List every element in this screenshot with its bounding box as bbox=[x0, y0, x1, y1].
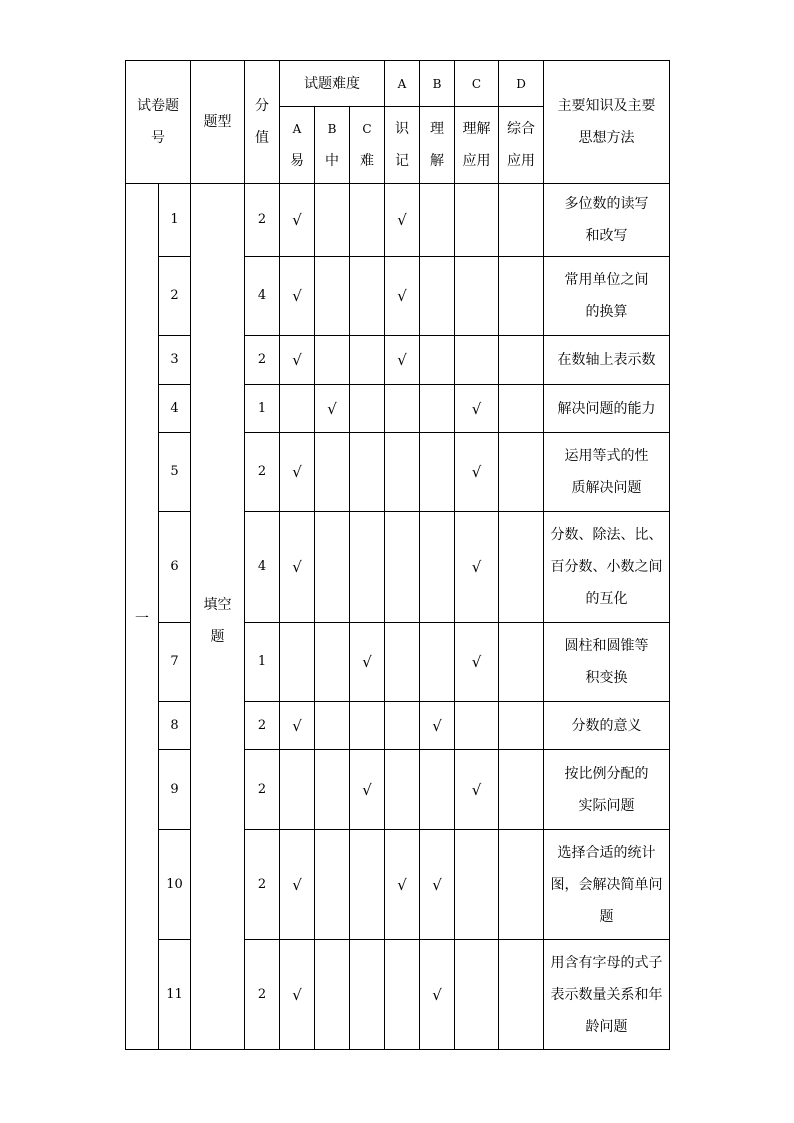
understand-check: √ bbox=[420, 830, 455, 940]
easy-check: √ bbox=[280, 433, 315, 512]
easy-check: √ bbox=[280, 184, 315, 257]
comprehensive-check bbox=[499, 940, 544, 1050]
understand-check bbox=[420, 512, 455, 623]
recall-check bbox=[385, 940, 420, 1050]
knowledge-cell bbox=[544, 623, 670, 702]
hard-check bbox=[350, 433, 385, 512]
comprehensive-check bbox=[499, 830, 544, 940]
header-ability-d: D bbox=[499, 61, 544, 107]
knowledge-cell bbox=[544, 750, 670, 830]
question-type-cell bbox=[191, 184, 245, 1050]
knowledge-text: 分数、除法、比、百分数、小数之间的互化 bbox=[550, 527, 663, 607]
comprehensive-check bbox=[499, 184, 544, 257]
knowledge-cell bbox=[544, 702, 670, 750]
understand-check bbox=[420, 623, 455, 702]
easy-check: √ bbox=[280, 940, 315, 1050]
header-recall: 识记 bbox=[385, 107, 420, 184]
apply-check bbox=[455, 336, 499, 385]
header-apply: 理解应用 bbox=[455, 107, 499, 184]
question-number-cell: 6 bbox=[159, 512, 191, 623]
knowledge-text: 多位数的读写和改写 bbox=[564, 196, 649, 244]
question-rows bbox=[126, 184, 670, 1050]
header-hard: C 难 bbox=[350, 107, 385, 184]
header-paper-no: 试卷题号 bbox=[126, 61, 191, 184]
mid-check bbox=[315, 623, 350, 702]
apply-check: √ bbox=[455, 623, 499, 702]
score-cell: 1 bbox=[245, 385, 280, 433]
recall-check: √ bbox=[385, 830, 420, 940]
knowledge-cell bbox=[544, 830, 670, 940]
score-cell: 4 bbox=[245, 257, 280, 336]
score-cell: 2 bbox=[245, 940, 280, 1050]
mid-check bbox=[315, 702, 350, 750]
understand-check bbox=[420, 750, 455, 830]
mid-check bbox=[315, 512, 350, 623]
knowledge-text: 解决问题的能力 bbox=[557, 400, 656, 417]
hard-check bbox=[350, 385, 385, 433]
easy-check bbox=[280, 623, 315, 702]
recall-check: √ bbox=[385, 336, 420, 385]
easy-check bbox=[280, 385, 315, 433]
comprehensive-check bbox=[499, 623, 544, 702]
comprehensive-check bbox=[499, 750, 544, 830]
hard-check bbox=[350, 257, 385, 336]
recall-check bbox=[385, 385, 420, 433]
apply-check: √ bbox=[455, 433, 499, 512]
header-understand: 理解 bbox=[420, 107, 455, 184]
question-number-cell: 5 bbox=[159, 433, 191, 512]
apply-check bbox=[455, 830, 499, 940]
understand-check bbox=[420, 184, 455, 257]
question-number-cell: 10 bbox=[159, 830, 191, 940]
knowledge-text: 用含有字母的式子表示数量关系和年龄问题 bbox=[550, 954, 663, 1035]
comprehensive-check bbox=[499, 385, 544, 433]
header-ability-b: B bbox=[420, 61, 455, 107]
easy-check: √ bbox=[280, 336, 315, 385]
easy-check: √ bbox=[280, 512, 315, 623]
question-analysis-table bbox=[125, 60, 670, 1050]
recall-check bbox=[385, 433, 420, 512]
header-comprehensive: 综合应用 bbox=[499, 107, 544, 184]
header-type: 题型 bbox=[191, 61, 245, 184]
header-difficulty: 试题难度 bbox=[280, 61, 385, 107]
mid-check bbox=[315, 257, 350, 336]
question-number-cell: 3 bbox=[159, 336, 191, 385]
hard-check bbox=[350, 702, 385, 750]
understand-check: √ bbox=[420, 940, 455, 1050]
recall-check bbox=[385, 702, 420, 750]
question-number-cell: 4 bbox=[159, 385, 191, 433]
question-number-cell: 11 bbox=[159, 940, 191, 1050]
score-cell: 1 bbox=[245, 623, 280, 702]
apply-check: √ bbox=[455, 750, 499, 830]
knowledge-text: 选择合适的统计图，会解决简单问题 bbox=[550, 844, 663, 925]
understand-check: √ bbox=[420, 702, 455, 750]
hard-check: √ bbox=[350, 623, 385, 702]
knowledge-cell bbox=[544, 184, 670, 257]
question-number-cell: 8 bbox=[159, 702, 191, 750]
header-ability-c: C bbox=[455, 61, 499, 107]
easy-check: √ bbox=[280, 257, 315, 336]
hard-check bbox=[350, 512, 385, 623]
hard-check bbox=[350, 184, 385, 257]
mid-check bbox=[315, 433, 350, 512]
apply-check bbox=[455, 184, 499, 257]
recall-check bbox=[385, 750, 420, 830]
question-type-text: 填空题 bbox=[203, 596, 232, 645]
table-row bbox=[126, 184, 670, 257]
knowledge-cell bbox=[544, 940, 670, 1050]
score-cell: 2 bbox=[245, 702, 280, 750]
comprehensive-check bbox=[499, 702, 544, 750]
score-cell: 4 bbox=[245, 512, 280, 623]
knowledge-cell bbox=[544, 433, 670, 512]
understand-check bbox=[420, 257, 455, 336]
question-number-cell: 7 bbox=[159, 623, 191, 702]
easy-check: √ bbox=[280, 830, 315, 940]
comprehensive-check bbox=[499, 512, 544, 623]
understand-check bbox=[420, 336, 455, 385]
question-number-cell: 1 bbox=[159, 184, 191, 257]
knowledge-cell bbox=[544, 257, 670, 336]
knowledge-text: 常用单位之间的换算 bbox=[564, 272, 649, 320]
hard-check: √ bbox=[350, 750, 385, 830]
knowledge-text: 分数的意义 bbox=[571, 717, 642, 734]
apply-check: √ bbox=[455, 512, 499, 623]
header-knowledge: 主要知识及主要思想方法 bbox=[544, 61, 670, 184]
score-cell: 2 bbox=[245, 184, 280, 257]
comprehensive-check bbox=[499, 336, 544, 385]
section-number-cell: 一 bbox=[126, 184, 159, 1050]
question-number-cell: 2 bbox=[159, 257, 191, 336]
mid-check bbox=[315, 940, 350, 1050]
mid-check bbox=[315, 830, 350, 940]
easy-check: √ bbox=[280, 702, 315, 750]
understand-check bbox=[420, 385, 455, 433]
recall-check: √ bbox=[385, 257, 420, 336]
mid-check: √ bbox=[315, 385, 350, 433]
knowledge-text: 在数轴上表示数 bbox=[557, 352, 656, 368]
score-cell: 2 bbox=[245, 433, 280, 512]
easy-check bbox=[280, 750, 315, 830]
understand-check bbox=[420, 433, 455, 512]
header-mid: B 中 bbox=[315, 107, 350, 184]
score-cell: 2 bbox=[245, 750, 280, 830]
hard-check bbox=[350, 830, 385, 940]
hard-check bbox=[350, 940, 385, 1050]
header-easy: A 易 bbox=[280, 107, 315, 184]
comprehensive-check bbox=[499, 257, 544, 336]
knowledge-cell bbox=[544, 512, 670, 623]
knowledge-text: 圆柱和圆锥等积变换 bbox=[564, 638, 649, 686]
knowledge-cell bbox=[544, 385, 670, 433]
question-number-cell: 9 bbox=[159, 750, 191, 830]
recall-check: √ bbox=[385, 184, 420, 257]
knowledge-text: 按比例分配的实际问题 bbox=[564, 765, 649, 814]
score-cell: 2 bbox=[245, 336, 280, 385]
mid-check bbox=[315, 184, 350, 257]
comprehensive-check bbox=[499, 433, 544, 512]
mid-check bbox=[315, 750, 350, 830]
apply-check bbox=[455, 940, 499, 1050]
apply-check bbox=[455, 702, 499, 750]
recall-check bbox=[385, 623, 420, 702]
apply-check bbox=[455, 257, 499, 336]
recall-check bbox=[385, 512, 420, 623]
hard-check bbox=[350, 336, 385, 385]
knowledge-text: 运用等式的性质解决问题 bbox=[564, 448, 649, 496]
header-ability-a: A bbox=[385, 61, 420, 107]
mid-check bbox=[315, 336, 350, 385]
knowledge-cell bbox=[544, 336, 670, 385]
apply-check: √ bbox=[455, 385, 499, 433]
score-cell: 2 bbox=[245, 830, 280, 940]
header-score: 分值 bbox=[245, 61, 280, 184]
header-row-1 bbox=[126, 61, 670, 107]
